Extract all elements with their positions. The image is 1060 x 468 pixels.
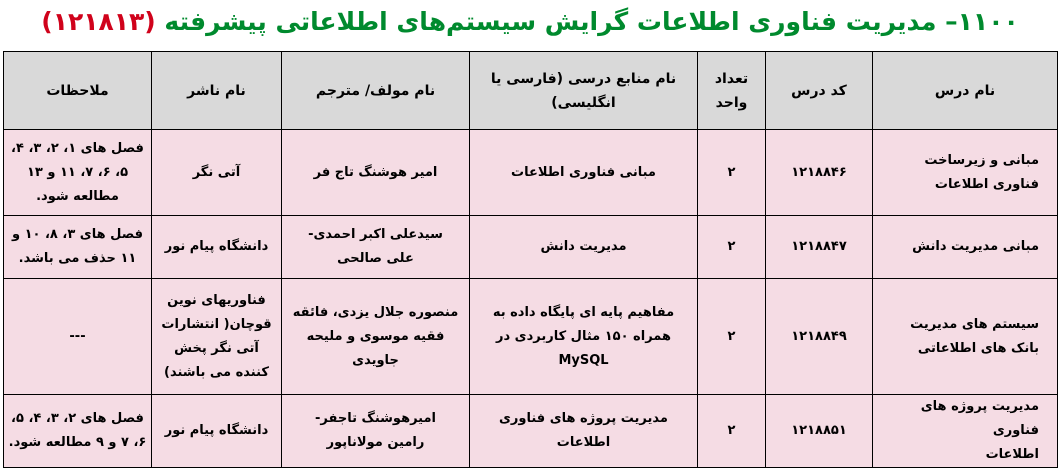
resource-cell: مبانی فناوری اطلاعات [470,130,698,216]
publisher-cell: فناوریهای نوین قوچان( انتشارات آتی نگر پخش کننده می باشند) [152,279,282,395]
course-name-cell: مدیریت پروژه های فناوری اطلاعات [873,395,1058,468]
units-cell: ۲ [698,279,766,395]
publisher-cell: آتی نگر [152,130,282,216]
table-row [4,395,1058,468]
header-notes: ملاحظات [4,52,152,130]
course-table [3,51,1058,468]
title-code: (۱۲۱۸۱۳) [41,7,156,36]
resource-cell: مدیریت دانش [470,216,698,279]
table-row [4,279,1058,395]
page-title [0,0,1060,44]
units-cell: ۲ [698,395,766,468]
notes-cell: فصل های ۲، ۳، ۴، ۵، ۶، ۷ و ۹ مطالعه شود. [4,395,152,468]
course-name-cell: مبانی مدیریت دانش [873,216,1058,279]
units-cell: ۲ [698,216,766,279]
course-name-cell: سیستم های مدیریت بانک های اطلاعاتی [873,279,1058,395]
course-code-cell: ۱۲۱۸۸۴۹ [766,279,873,395]
header-course-code: کد درس [766,52,873,130]
title-main: ۱۱۰۰– مدیریت فناوری اطلاعات گرایش سیستم‌های اطلاعاتی پیشرفته [164,7,1019,36]
resource-cell: مدیریت پروژه های فناوری اطلاعات [470,395,698,468]
author-cell: سیدعلی اکبر احمدی- علی صالحی [282,216,470,279]
notes-cell: فصل های ۳، ۸، ۱۰ و ۱۱ حذف می باشد. [4,216,152,279]
notes-cell: --- [4,279,152,395]
table-row [4,130,1058,216]
units-cell: ۲ [698,130,766,216]
resource-cell: مفاهیم پایه ای پایگاه داده به همراه ۱۵۰ مثال کاربردی در MySQL [470,279,698,395]
header-publisher: نام ناشر [152,52,282,130]
table-header-row [4,52,1058,130]
notes-cell: فصل های ۱، ۲، ۳، ۴، ۵، ۶، ۷، ۱۱ و ۱۳ مطالعه شود. [4,130,152,216]
course-code-cell: ۱۲۱۸۸۴۶ [766,130,873,216]
header-units: تعداد واحد [698,52,766,130]
author-cell: امیر هوشنگ تاج فر [282,130,470,216]
header-resource: نام منابع درسی (فارسی یا انگلیسی) [470,52,698,130]
course-code-cell: ۱۲۱۸۸۴۷ [766,216,873,279]
author-cell: امیرهوشنگ تاجفر- رامین مولاناپور [282,395,470,468]
publisher-cell: دانشگاه پیام نور [152,216,282,279]
author-cell: منصوره جلال یزدی، فائقه فقیه موسوی و ملیحه جاویدی [282,279,470,395]
header-course-name: نام درس [873,52,1058,130]
course-code-cell: ۱۲۱۸۸۵۱ [766,395,873,468]
course-name-cell: مبانی و زیرساخت فناوری اطلاعات [873,130,1058,216]
publisher-cell: دانشگاه پیام نور [152,395,282,468]
header-author: نام مولف/ مترجم [282,52,470,130]
table-row [4,216,1058,279]
